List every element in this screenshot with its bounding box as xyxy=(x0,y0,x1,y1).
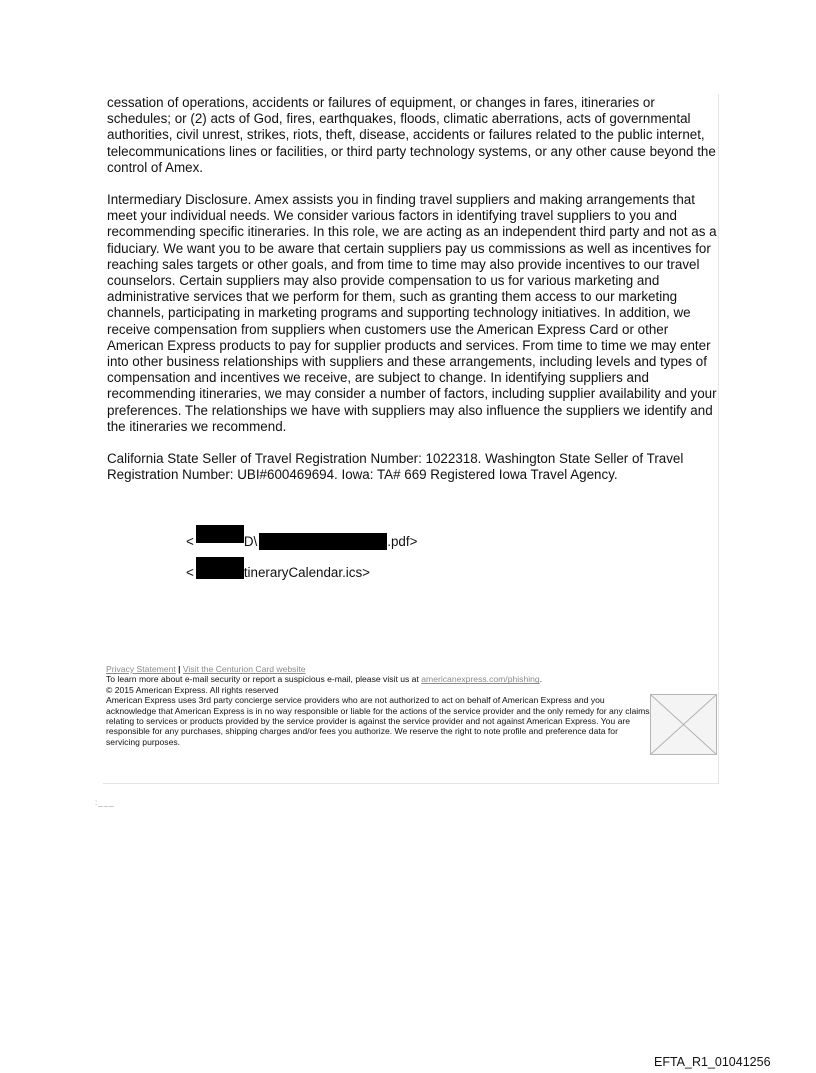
attachment-pdf[interactable] xyxy=(186,534,417,550)
phishing-link[interactable]: americanexpress.com/phishing xyxy=(421,674,540,685)
privacy-statement-link[interactable]: Privacy Statement xyxy=(106,664,176,674)
link-separator: | xyxy=(178,664,181,674)
attachment-open-bracket: < xyxy=(186,534,194,549)
stray-mark: :___ xyxy=(95,798,115,807)
security-notice xyxy=(106,674,651,684)
broken-image-placeholder xyxy=(651,695,716,754)
seller-of-travel-paragraph: California State Seller of Travel Registration Number: 1022318. Washington State Seller of Travel Registration Number: UBI#600469694. Iowa: TA# 669 Registered Iowa Travel Agency. xyxy=(107,451,684,483)
attachment-ics[interactable] xyxy=(186,565,370,581)
copyright-text: © 2015 American Express. All rights reserved xyxy=(106,684,279,695)
centurion-card-link[interactable]: Visit the Centurion Card website xyxy=(182,664,306,674)
email-body xyxy=(107,95,721,499)
redaction-block xyxy=(196,525,244,543)
liability-paragraph: cessation of operations, accidents or failures of equipment, or changes in fares, itineraries or schedules; or (2) acts of God, fires, earthquakes, floods, climatic aberrations, acts of governmental authorities, civil unrest, strikes, riots, theft, disease, accidents or failures related to the public internet, telecommunications lines or facilities, or third party technology systems, or any other cause beyond the control of Amex. xyxy=(107,95,716,175)
security-period: . xyxy=(539,674,543,685)
attachment-open-bracket: < xyxy=(186,565,194,580)
broken-image-icon xyxy=(650,694,717,755)
redaction-block xyxy=(259,533,387,550)
redaction-block xyxy=(196,557,244,579)
bates-number: EFTA_R1_01041256 xyxy=(654,1055,771,1069)
attachment-fragment: D\ xyxy=(243,534,258,549)
email-footer xyxy=(106,664,651,747)
intermediary-disclosure-paragraph: Intermediary Disclosure. Amex assists you in finding travel suppliers and making arrangements that meet your individual needs. We consider various factors in identifying travel suppliers to you and recommending specific itineraries. In this role, we are acting as an independent third party and not as a fiduciary. We want you to be aware that certain suppliers pay us commissions as well as incentives for reaching sales targets or other goals, and from time to time may also provide incentives to our travel counselors. Certain suppliers may also provide compensation to us for various marketing and administrative services that we perform for them, such as granting them access to our marketing channels, participating in marketing programs and supporting technology initiatives. In addition, we receive compensation from suppliers when customers use the American Express Card or other American Express products to pay for supplier products and services. From time to time we may enter into other business relationships with suppliers and these arrangements, including levels and types of compensation and incentives we receive, are subject to change. In identifying suppliers and recommending itineraries, we may consider a number of factors, including supplier availability and your preferences. The relationships we have with suppliers may also influence the suppliers we identify and the itineraries we recommend. xyxy=(107,192,717,434)
attachment-extension: .pdf> xyxy=(387,534,418,549)
security-text: To learn more about e-mail security or report a suspicious e-mail, please visit us at xyxy=(106,674,419,685)
footer-links xyxy=(106,664,651,674)
attachment-filename: tineraryCalendar.ics> xyxy=(243,565,370,580)
concierge-disclaimer: American Express uses 3rd party concierge service providers who are not authorized to act on behalf of American Express and you acknowledge that American Express is in no way responsible or liable for the actions of the service provider and the only remedy for any claims relating to services or products provided by the service provider is against the service provider and not against American Express. You are responsible for any purchases, shipping charges and/or fees you authorize. We reserve the right to note profile and preference data for servicing purposes. xyxy=(106,695,650,747)
